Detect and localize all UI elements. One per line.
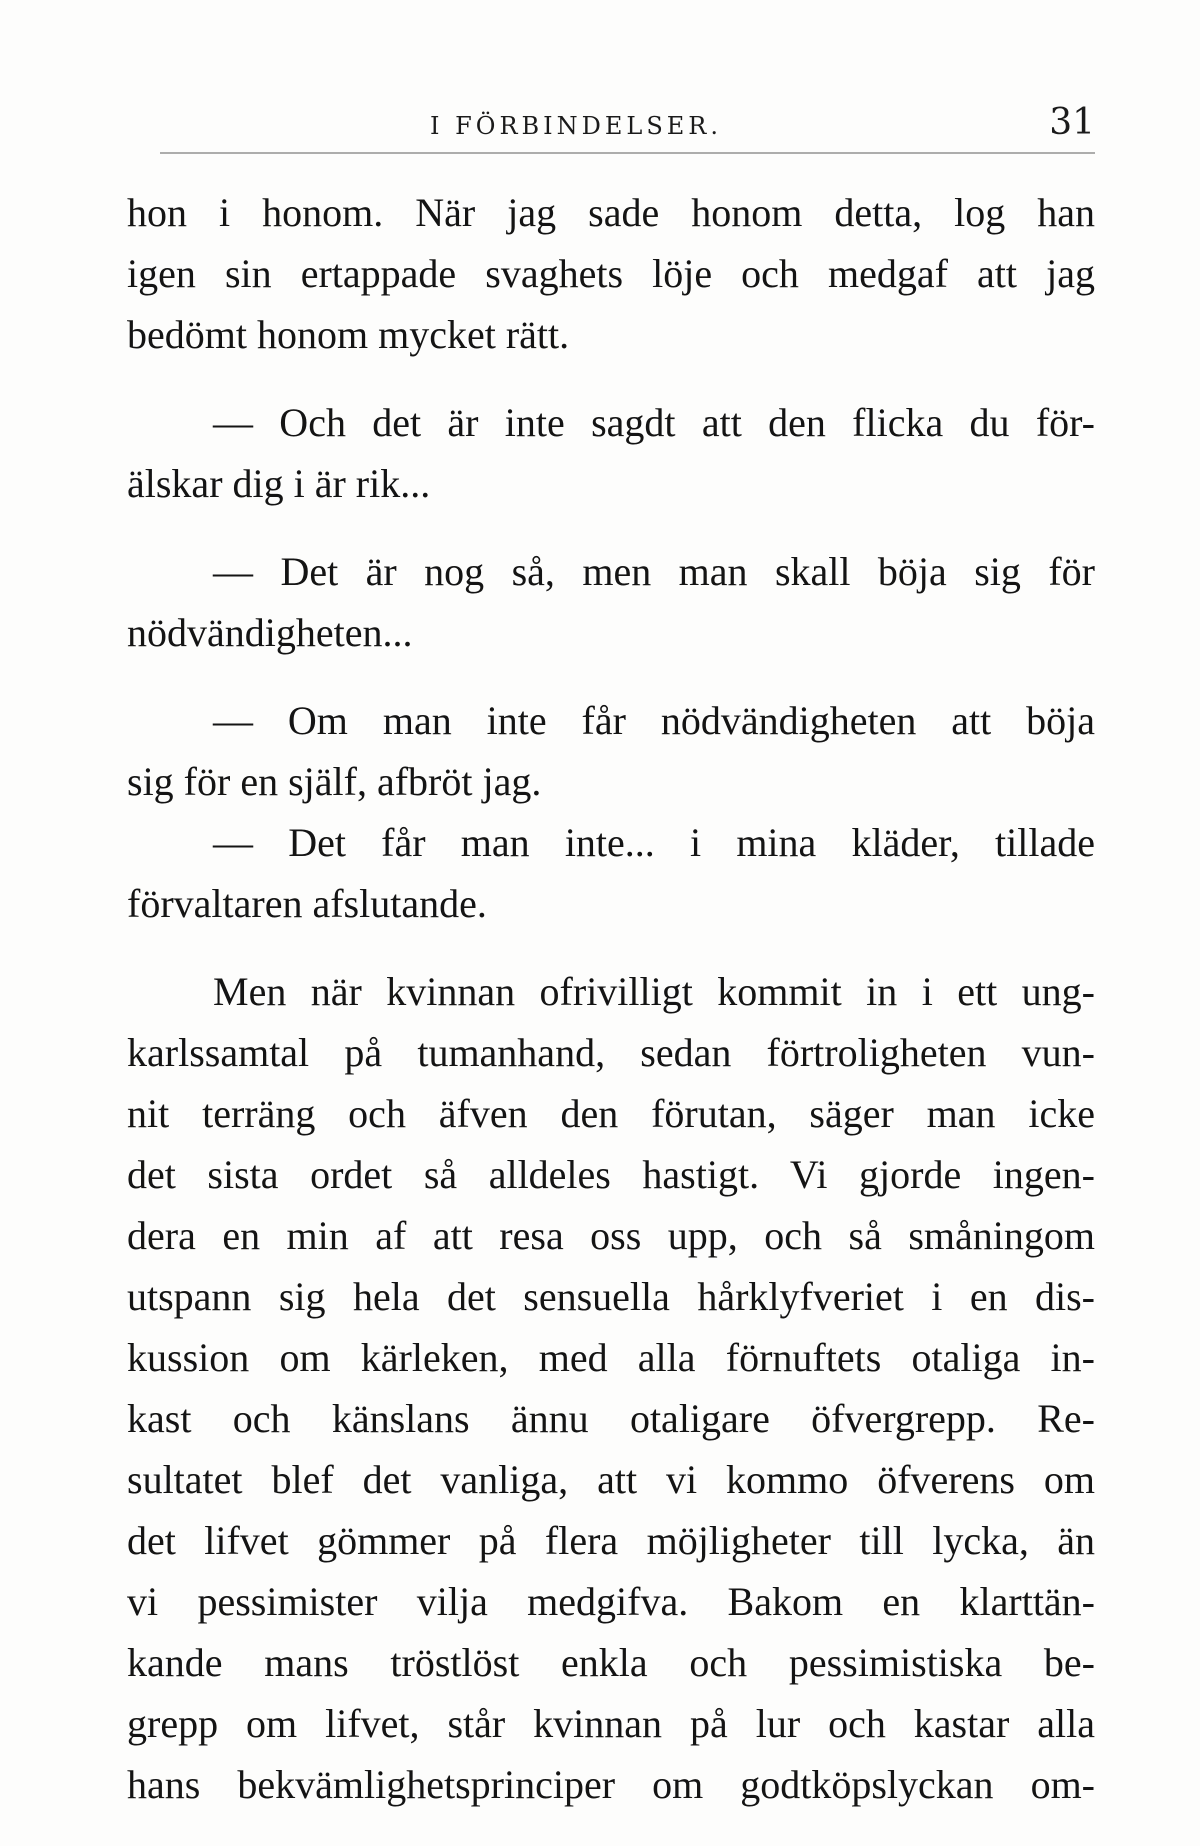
text-line: vi pessimister vilja medgifva. Bakom en klarttän- [127, 1579, 1095, 1624]
body-text [127, 182, 1095, 1815]
text-line: igen sin ertappade svaghets löje och medgaf att jag [127, 251, 1095, 296]
text-line: nödvändigheten... [127, 610, 413, 655]
header-rule [160, 152, 1095, 154]
paragraph-gap [127, 934, 1095, 961]
text-line: förvaltaren afslutande. [127, 881, 487, 926]
paragraph-1 [127, 182, 1095, 365]
text-line: sultatet blef det vanliga, att vi kommo öfverens om [127, 1457, 1095, 1502]
text-line: dera en min af att resa oss upp, och så småningom [127, 1213, 1095, 1258]
running-head [160, 100, 1095, 150]
text-line: kast och känslans ännu otaligare öfvergrepp. Re- [127, 1396, 1095, 1441]
text-line: — Det är nog så, men man skall böja sig för [213, 549, 1095, 594]
text-line: älskar dig i är rik... [127, 461, 431, 506]
text-line: hans bekvämlighetsprinciper om godtköpslyckan om- [127, 1762, 1095, 1807]
paragraph-gap [127, 663, 1095, 690]
paragraph-gap [127, 514, 1095, 541]
text-line: grepp om lifvet, står kvinnan på lur och kastar alla [127, 1701, 1095, 1746]
text-line: kande mans tröstlöst enkla och pessimistiska be- [127, 1640, 1095, 1685]
paragraph-5 [127, 812, 1095, 934]
text-line: sig för en själf, afbröt jag. [127, 759, 542, 804]
text-line: det sista ordet så alldeles hastigt. Vi gjorde ingen- [127, 1152, 1095, 1197]
text-line: bedömt honom mycket rätt. [127, 312, 570, 357]
text-line: — Det får man inte... i mina kläder, tillade [213, 820, 1095, 865]
paragraph-gap [127, 365, 1095, 392]
running-title: I FÖRBINDELSER. [430, 112, 722, 140]
text-line: hon i honom. När jag sade honom detta, log han [127, 190, 1095, 235]
text-line: nit terräng och äfven den förutan, säger man icke [127, 1091, 1095, 1136]
text-line: — Och det är inte sagdt att den flicka du för- [213, 400, 1095, 445]
text-line: utspann sig hela det sensuella hårklyfveriet i en dis- [127, 1274, 1095, 1319]
text-line: karlssamtal på tumanhand, sedan förtroligheten vun- [127, 1030, 1095, 1075]
text-line: det lifvet gömmer på flera möjligheter till lycka, än [127, 1518, 1095, 1563]
text-line: kussion om kärleken, med alla förnuftets otaliga in- [127, 1335, 1095, 1380]
paragraph-4 [127, 690, 1095, 812]
paragraph-2 [127, 392, 1095, 514]
paragraph-6 [127, 961, 1095, 1815]
text-line: — Om man inte får nödvändigheten att böja [213, 698, 1095, 743]
paragraph-3 [127, 541, 1095, 663]
text-line: Men när kvinnan ofrivilligt kommit in i ett ung- [213, 969, 1095, 1014]
page-number: 31 [1049, 102, 1095, 143]
